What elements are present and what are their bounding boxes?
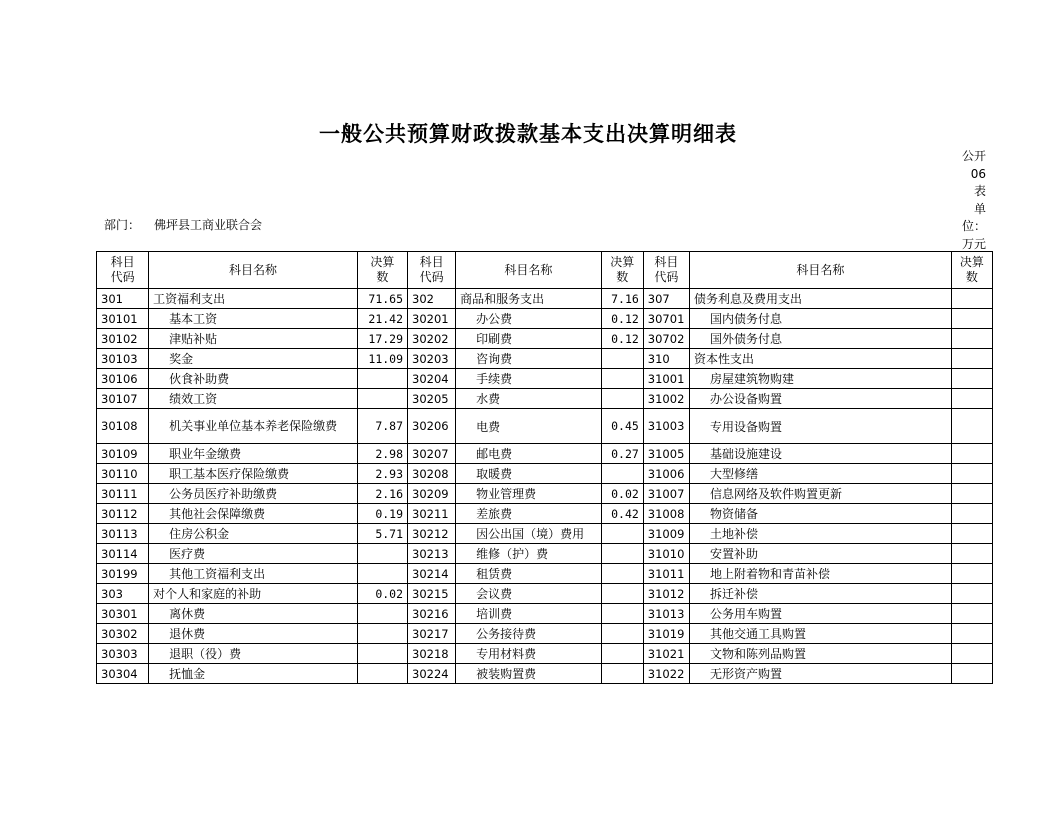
subject-name: 培训费 xyxy=(456,604,601,624)
final-amount xyxy=(601,664,643,684)
final-amount xyxy=(601,584,643,604)
subject-name: 物资储备 xyxy=(689,504,951,524)
subject-name: 维修（护）费 xyxy=(456,544,601,564)
final-amount xyxy=(357,624,407,644)
final-amount xyxy=(951,504,992,524)
subject-code: 30113 xyxy=(97,524,149,544)
final-amount xyxy=(357,564,407,584)
subject-name: 国内债务付息 xyxy=(689,309,951,329)
final-amount xyxy=(951,464,992,484)
subject-code: 30103 xyxy=(97,349,149,369)
table-body xyxy=(97,289,993,684)
table-row xyxy=(97,409,993,444)
subject-name: 基础设施建设 xyxy=(689,444,951,464)
header-amount: 决算 数 xyxy=(601,252,643,289)
subject-code: 30201 xyxy=(408,309,456,329)
header-name: 科目名称 xyxy=(456,252,601,289)
final-amount xyxy=(601,369,643,389)
final-amount xyxy=(951,524,992,544)
form-no-line: 06 xyxy=(970,166,986,181)
table-row xyxy=(97,524,993,544)
subject-name: 手续费 xyxy=(456,369,601,389)
subject-name: 资本性支出 xyxy=(689,349,951,369)
final-amount xyxy=(601,624,643,644)
subject-code: 31009 xyxy=(643,524,689,544)
subject-code: 30107 xyxy=(97,389,149,409)
subject-code: 30205 xyxy=(408,389,456,409)
table-row xyxy=(97,484,993,504)
subject-code: 30218 xyxy=(408,644,456,664)
subject-code: 30102 xyxy=(97,329,149,349)
subject-name: 无形资产购置 xyxy=(689,664,951,684)
subject-code: 31008 xyxy=(643,504,689,524)
subject-code: 30106 xyxy=(97,369,149,389)
subject-name: 大型修缮 xyxy=(689,464,951,484)
subject-code: 30204 xyxy=(408,369,456,389)
table-row xyxy=(97,369,993,389)
subject-name: 退休费 xyxy=(149,624,358,644)
subject-name: 差旅费 xyxy=(456,504,601,524)
final-amount: 0.02 xyxy=(357,584,407,604)
header-row xyxy=(97,252,993,289)
subject-code: 31001 xyxy=(643,369,689,389)
subject-name: 退职（役）费 xyxy=(149,644,358,664)
final-amount xyxy=(601,464,643,484)
final-amount xyxy=(951,584,992,604)
final-amount xyxy=(951,484,992,504)
subject-code: 30302 xyxy=(97,624,149,644)
final-amount xyxy=(601,349,643,369)
header-amount: 决算 数 xyxy=(951,252,992,289)
final-amount xyxy=(357,664,407,684)
final-amount xyxy=(601,644,643,664)
table-row xyxy=(97,349,993,369)
subject-name: 机关事业单位基本养老保险缴费 xyxy=(149,409,358,444)
subject-name: 津贴补贴 xyxy=(149,329,358,349)
subject-code: 30206 xyxy=(408,409,456,444)
final-amount xyxy=(357,604,407,624)
subject-code: 30207 xyxy=(408,444,456,464)
subject-name: 房屋建筑物购建 xyxy=(689,369,951,389)
subject-code: 307 xyxy=(643,289,689,309)
form-no-line: 单 xyxy=(973,201,986,216)
final-amount: 0.02 xyxy=(601,484,643,504)
table-row xyxy=(97,604,993,624)
subject-name: 对个人和家庭的补助 xyxy=(149,584,358,604)
subject-name: 其他交通工具购置 xyxy=(689,624,951,644)
subject-name: 安置补助 xyxy=(689,544,951,564)
table-row xyxy=(97,389,993,409)
subject-code: 30224 xyxy=(408,664,456,684)
table-row xyxy=(97,289,993,309)
table-row xyxy=(97,544,993,564)
table-row xyxy=(97,329,993,349)
subject-code: 30110 xyxy=(97,464,149,484)
final-amount xyxy=(601,544,643,564)
department-label: 部门： xyxy=(104,218,141,232)
subject-name: 拆迁补偿 xyxy=(689,584,951,604)
subject-code: 30112 xyxy=(97,504,149,524)
subject-code: 30214 xyxy=(408,564,456,584)
subject-name: 伙食补助费 xyxy=(149,369,358,389)
final-amount xyxy=(357,644,407,664)
subject-name: 工资福利支出 xyxy=(149,289,358,309)
final-amount xyxy=(357,544,407,564)
subject-name: 水费 xyxy=(456,389,601,409)
department-line xyxy=(104,216,262,233)
subject-code: 30111 xyxy=(97,484,149,504)
form-no-line: 位： xyxy=(961,219,986,233)
subject-code: 30301 xyxy=(97,604,149,624)
subject-code: 30101 xyxy=(97,309,149,329)
subject-code: 30114 xyxy=(97,544,149,564)
table-row xyxy=(97,624,993,644)
subject-code: 310 xyxy=(643,349,689,369)
final-amount xyxy=(951,389,992,409)
subject-name: 取暖费 xyxy=(456,464,601,484)
final-amount xyxy=(951,444,992,464)
final-amount xyxy=(951,544,992,564)
header-amount: 决算 数 xyxy=(357,252,407,289)
subject-name: 医疗费 xyxy=(149,544,358,564)
subject-name: 住房公积金 xyxy=(149,524,358,544)
subject-code: 31010 xyxy=(643,544,689,564)
subject-code: 31005 xyxy=(643,444,689,464)
final-amount xyxy=(951,349,992,369)
final-amount xyxy=(951,329,992,349)
subject-code: 31021 xyxy=(643,644,689,664)
header-code: 科目 代码 xyxy=(643,252,689,289)
final-amount xyxy=(951,644,992,664)
form-no-line: 公开 xyxy=(961,149,986,163)
final-amount: 2.16 xyxy=(357,484,407,504)
table-row xyxy=(97,664,993,684)
table-row xyxy=(97,444,993,464)
final-amount: 0.45 xyxy=(601,409,643,444)
table-row xyxy=(97,564,993,584)
subject-code: 303 xyxy=(97,584,149,604)
subject-name: 租赁费 xyxy=(456,564,601,584)
subject-name: 离休费 xyxy=(149,604,358,624)
subject-code: 30203 xyxy=(408,349,456,369)
final-amount xyxy=(951,409,992,444)
final-amount xyxy=(951,604,992,624)
final-amount xyxy=(601,604,643,624)
subject-name: 专用材料费 xyxy=(456,644,601,664)
subject-name: 咨询费 xyxy=(456,349,601,369)
subject-name: 基本工资 xyxy=(149,309,358,329)
table-row xyxy=(97,309,993,329)
subject-code: 30108 xyxy=(97,409,149,444)
subject-name: 职业年金缴费 xyxy=(149,444,358,464)
subject-code: 30202 xyxy=(408,329,456,349)
final-amount xyxy=(601,389,643,409)
subject-name: 专用设备购置 xyxy=(689,409,951,444)
final-amount: 0.42 xyxy=(601,504,643,524)
subject-name: 被装购置费 xyxy=(456,664,601,684)
final-amount xyxy=(951,369,992,389)
final-amount: 11.09 xyxy=(357,349,407,369)
subject-code: 302 xyxy=(408,289,456,309)
subject-name: 债务利息及费用支出 xyxy=(689,289,951,309)
subject-name: 电费 xyxy=(456,409,601,444)
final-amount xyxy=(357,389,407,409)
table-row xyxy=(97,584,993,604)
header-code: 科目 代码 xyxy=(408,252,456,289)
final-amount: 2.93 xyxy=(357,464,407,484)
table-row xyxy=(97,644,993,664)
subject-code: 301 xyxy=(97,289,149,309)
subject-code: 31019 xyxy=(643,624,689,644)
subject-code: 30303 xyxy=(97,644,149,664)
subject-name: 地上附着物和青苗补偿 xyxy=(689,564,951,584)
subject-name: 因公出国（境）费用 xyxy=(456,524,601,544)
final-amount: 17.29 xyxy=(357,329,407,349)
final-amount xyxy=(601,564,643,584)
subject-code: 30213 xyxy=(408,544,456,564)
subject-code: 30217 xyxy=(408,624,456,644)
subject-code: 30216 xyxy=(408,604,456,624)
final-amount: 0.27 xyxy=(601,444,643,464)
subject-code: 31007 xyxy=(643,484,689,504)
subject-name: 会议费 xyxy=(456,584,601,604)
subject-name: 公务员医疗补助缴费 xyxy=(149,484,358,504)
subject-name: 奖金 xyxy=(149,349,358,369)
subject-code: 31006 xyxy=(643,464,689,484)
final-amount xyxy=(357,369,407,389)
final-amount xyxy=(951,624,992,644)
subject-name: 其他工资福利支出 xyxy=(149,564,358,584)
final-amount: 71.65 xyxy=(357,289,407,309)
subject-code: 30215 xyxy=(408,584,456,604)
subject-code: 30209 xyxy=(408,484,456,504)
subject-code: 30701 xyxy=(643,309,689,329)
final-amount xyxy=(951,664,992,684)
subject-code: 31022 xyxy=(643,664,689,684)
subject-code: 31013 xyxy=(643,604,689,624)
table-row xyxy=(97,504,993,524)
final-amount: 0.19 xyxy=(357,504,407,524)
subject-name: 办公设备购置 xyxy=(689,389,951,409)
final-amount xyxy=(601,524,643,544)
form-number-unit xyxy=(952,148,986,253)
subject-name: 信息网络及软件购置更新 xyxy=(689,484,951,504)
subject-name: 物业管理费 xyxy=(456,484,601,504)
subject-code: 31002 xyxy=(643,389,689,409)
final-amount: 21.42 xyxy=(357,309,407,329)
subject-name: 职工基本医疗保险缴费 xyxy=(149,464,358,484)
subject-code: 30199 xyxy=(97,564,149,584)
subject-name: 邮电费 xyxy=(456,444,601,464)
subject-name: 其他社会保障缴费 xyxy=(149,504,358,524)
subject-code: 30702 xyxy=(643,329,689,349)
form-no-line: 表 xyxy=(973,184,986,198)
subject-code: 31012 xyxy=(643,584,689,604)
subject-name: 绩效工资 xyxy=(149,389,358,409)
final-amount: 2.98 xyxy=(357,444,407,464)
subject-code: 31011 xyxy=(643,564,689,584)
subject-name: 印刷费 xyxy=(456,329,601,349)
final-amount: 7.87 xyxy=(357,409,407,444)
final-amount: 0.12 xyxy=(601,309,643,329)
final-amount xyxy=(951,289,992,309)
subject-name: 土地补偿 xyxy=(689,524,951,544)
final-amount: 7.16 xyxy=(601,289,643,309)
subject-name: 国外债务付息 xyxy=(689,329,951,349)
subject-name: 文物和陈列品购置 xyxy=(689,644,951,664)
budget-table xyxy=(96,251,993,684)
page-title: 一般公共预算财政拨款基本支出决算明细表 xyxy=(319,121,737,146)
subject-code: 30304 xyxy=(97,664,149,684)
header-name: 科目名称 xyxy=(689,252,951,289)
final-amount: 0.12 xyxy=(601,329,643,349)
final-amount xyxy=(951,309,992,329)
subject-name: 商品和服务支出 xyxy=(456,289,601,309)
subject-name: 公务用车购置 xyxy=(689,604,951,624)
subject-name: 办公费 xyxy=(456,309,601,329)
subject-code: 30211 xyxy=(408,504,456,524)
subject-code: 31003 xyxy=(643,409,689,444)
department-value: 佛坪县工商业联合会 xyxy=(154,218,263,232)
table-row xyxy=(97,464,993,484)
subject-code: 30212 xyxy=(408,524,456,544)
final-amount: 5.71 xyxy=(357,524,407,544)
final-amount xyxy=(951,564,992,584)
subject-code: 30109 xyxy=(97,444,149,464)
subject-code: 30208 xyxy=(408,464,456,484)
header-name: 科目名称 xyxy=(149,252,358,289)
header-code: 科目 代码 xyxy=(97,252,149,289)
subject-name: 抚恤金 xyxy=(149,664,358,684)
form-no-line: 万元 xyxy=(961,236,986,251)
subject-name: 公务接待费 xyxy=(456,624,601,644)
